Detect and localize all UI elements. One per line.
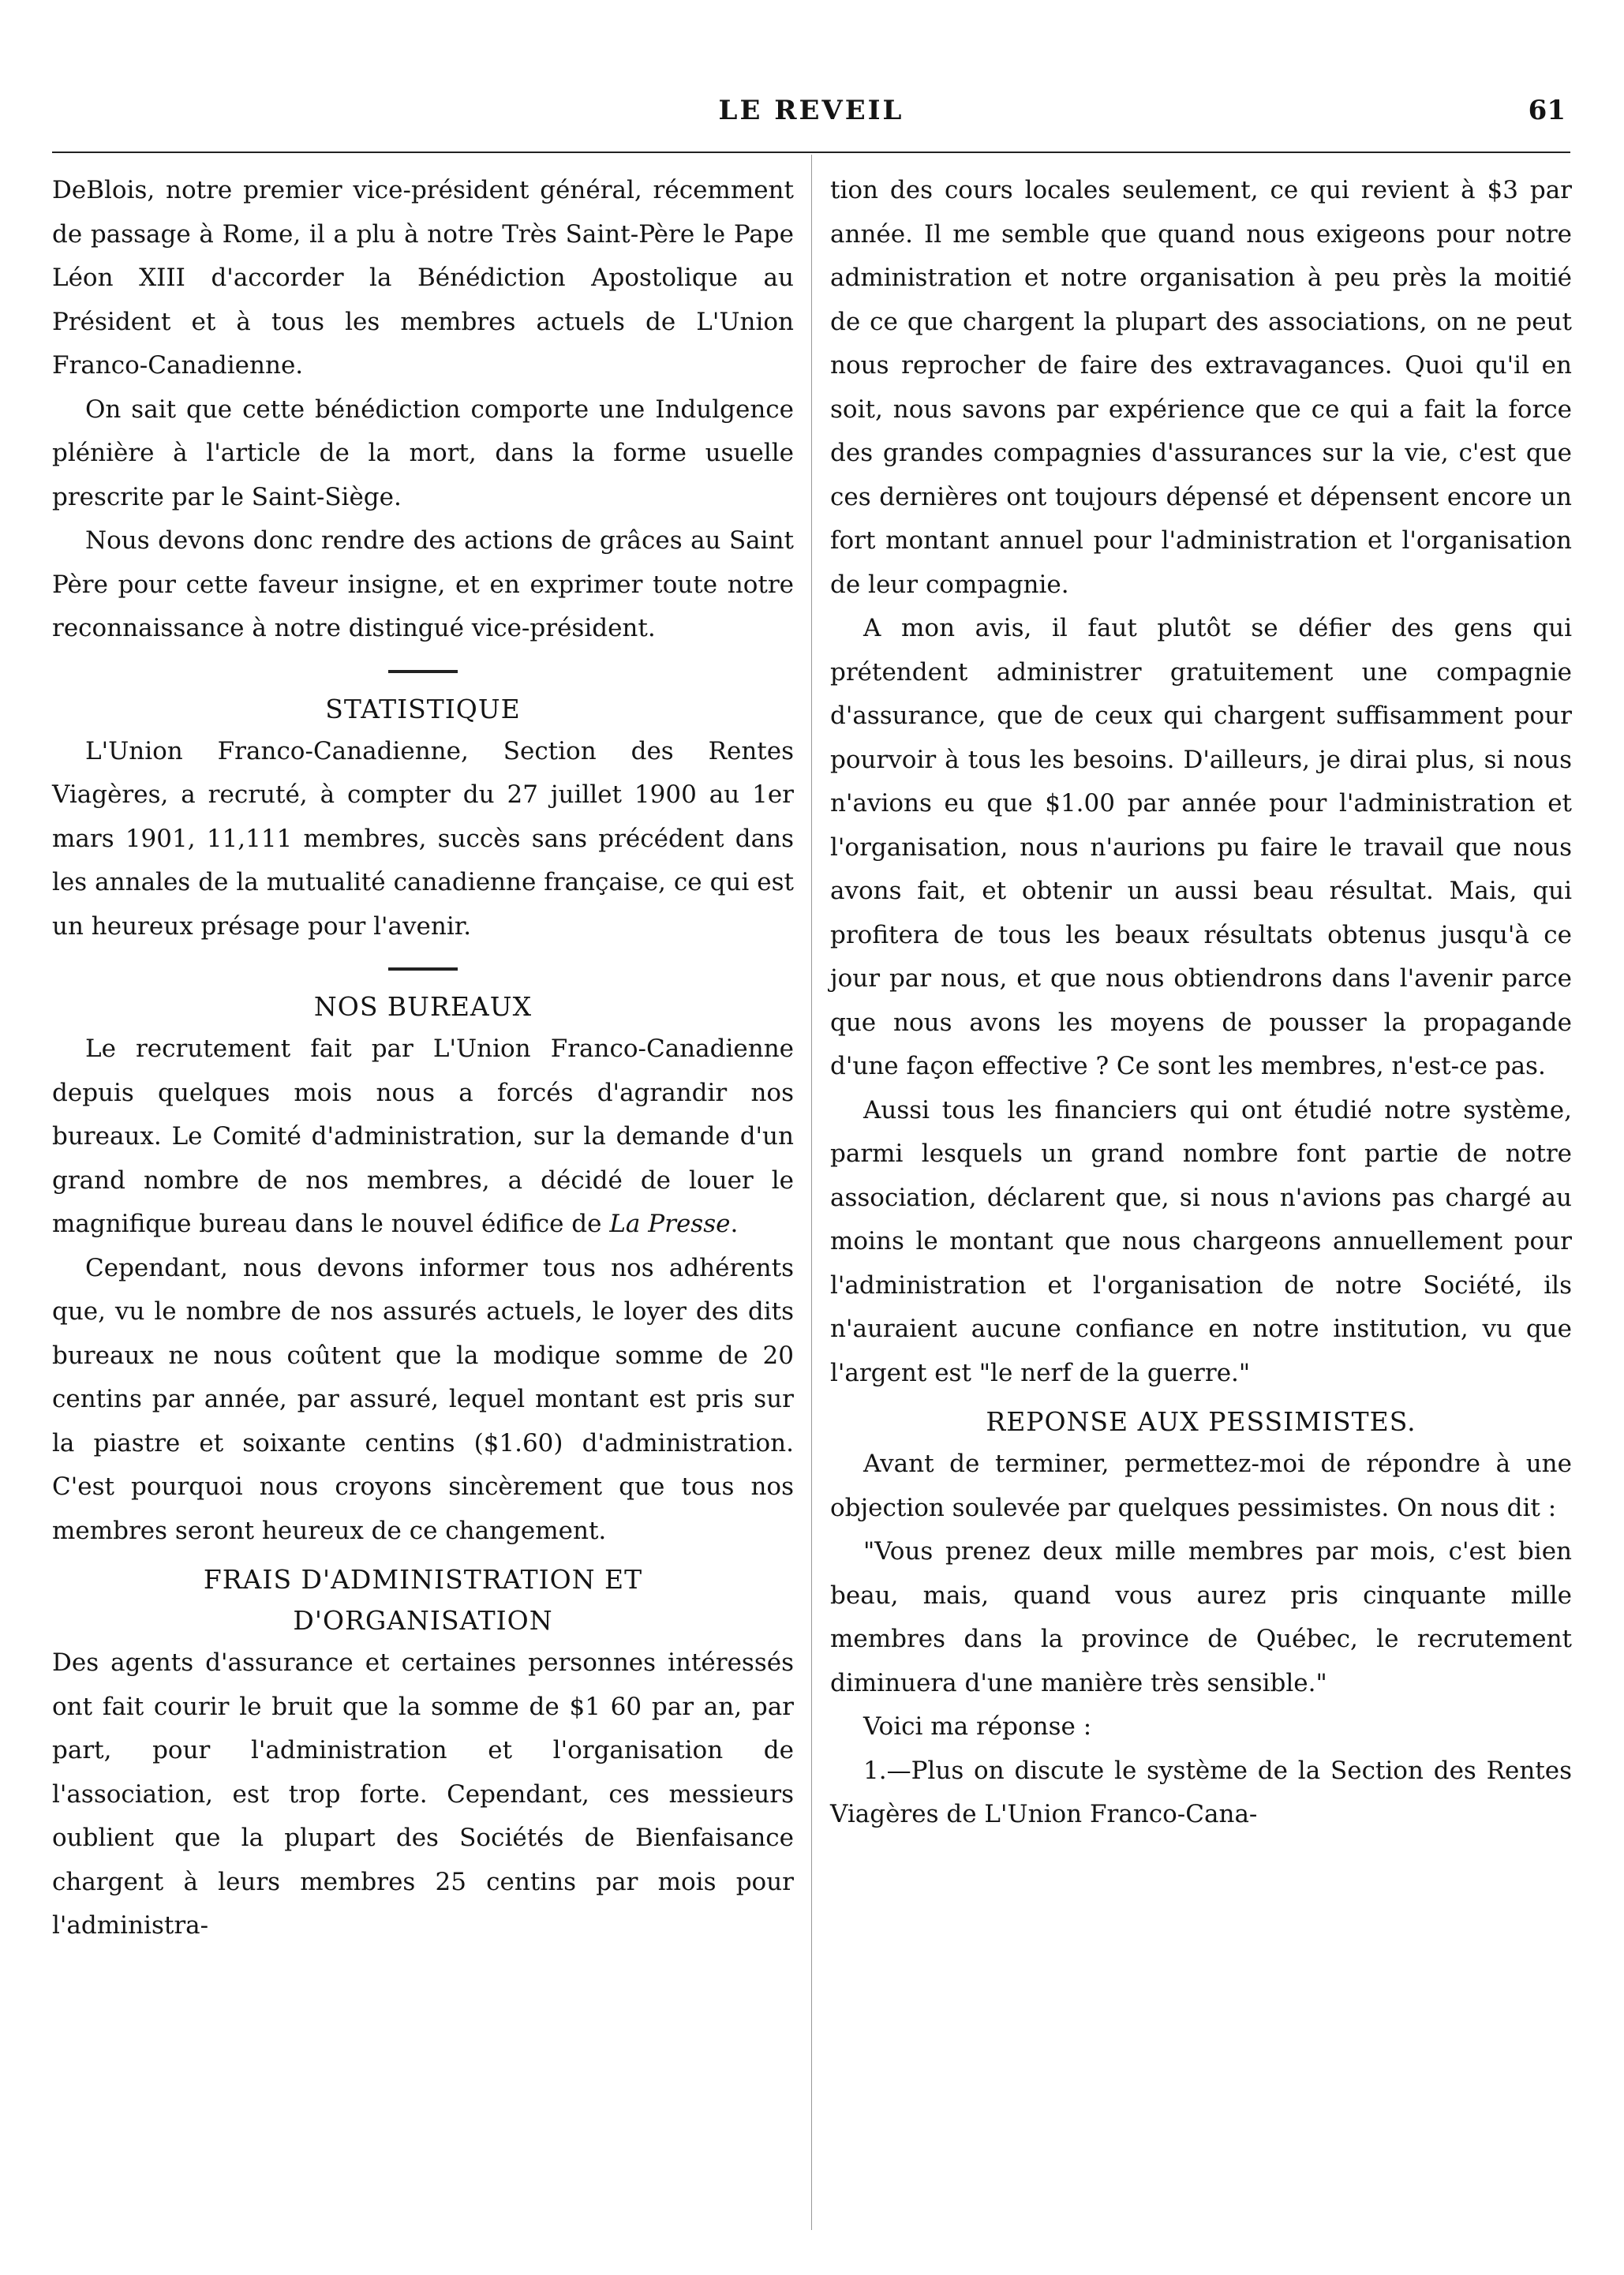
section-heading-bureaux: NOS BUREAUX — [313, 991, 533, 1022]
section-heading-frais — [52, 1559, 794, 1641]
paragraph-text: Le recrutement fait par L'Union Franco-Canadienne depuis quelques mois nous a forcés d'agrandir nos bureaux. Le Comité d'administration, sur la demande d'un grand nombre de nos membres, a décidé de louer le magnifique bureau dans le nouvel édifice de — [52, 1035, 794, 1238]
section-separator — [388, 670, 458, 673]
section-gap — [830, 1395, 1572, 1401]
paragraph — [52, 1027, 794, 1247]
heading-line: FRAIS D'ADMINISTRATION ET — [203, 1564, 643, 1595]
paragraph: Cependant, nous devons informer tous nos adhérents que, vu le nombre de nos assurés actuels, le loyer des dits bureaux ne nous coûtent que la modique somme de 20 centins par année, par assuré, lequel montant est pris sur la piastre et soixante centins ($1.60) d'administration. C'est pourquoi nous croyons sincèrement que tous nos membres seront heureux de ce changement. — [52, 1253, 794, 1545]
section-heading-reponse: REPONSE AUX PESSIMISTES. — [986, 1406, 1416, 1437]
right-column — [830, 169, 1572, 1837]
running-title: LE REVEIL — [718, 95, 904, 126]
section-gap — [52, 1553, 794, 1559]
paragraph: Nous devons donc rendre des actions de grâces au Saint Père pour cette faveur insigne, et en exprimer toute notre reconnaissance à notre distingué vice-président. — [52, 526, 794, 642]
paragraph: On sait que cette bénédiction comporte une Indulgence plénière à l'article de la mort, dans la forme usuelle prescrite par le Saint-Siège. — [52, 395, 794, 511]
page-number: 61 — [1528, 95, 1566, 126]
header-rule — [52, 152, 1570, 153]
paragraph: Avant de terminer, permettez-moi de répondre à une objection soulevée par quelques pessimistes. On nous dit : — [830, 1450, 1572, 1522]
paragraph: tion des cours locales seulement, ce qui revient à $3 par année. Il me semble que quand nous exigeons pour notre administration et notre organisation à peu près la moitié de ce que chargent la plupart des associations, on ne peut nous reprocher de faire des extravagances. Quoi qu'il en soit, nous savons par expérience que ce qui a fait la force des grandes compagnies d'assurances sur la vie, c'est que ces dernières ont toujours dépensé et dépensent encore un fort montant annuel pour l'administration et l'organisation de leur compagnie. — [830, 176, 1572, 599]
paragraph: Aussi tous les financiers qui ont étudié notre système, parmi lesquels un grand nombre font partie de notre association, déclarent que, si nous n'avions pas chargé au moins le montant que nous chargeons annuellement pour l'administration et l'organisation de notre Société, ils n'auraient aucune confiance en notre institution, vu que l'argent est "le nerf de la guerre." — [830, 1095, 1572, 1387]
column-divider — [811, 155, 812, 2230]
page-header — [52, 88, 1570, 136]
paragraph: "Vous prenez deux mille membres par mois, c'est bien beau, mais, quand vous aurez pris cinquante mille membres dans la province de Québec, le recrutement diminuera d'une manière très sensible." — [830, 1537, 1572, 1697]
newspaper-title: La Presse — [609, 1210, 731, 1238]
paragraph: DeBlois, notre premier vice-président général, récemment de passage à Rome, il a plu à notre Très Saint-Père le Pape Léon XIII d'accorder la Bénédiction Apostolique au Président et à tous les membres actuels de L'Union Franco-Canadienne. — [52, 176, 794, 380]
paragraph: Des agents d'assurance et certaines personnes intéressés ont fait courir le bruit que la somme de $1 60 par an, par part, pour l'administration et l'organisation de l'association, est trop forte. Cependant, ces messieurs oublient que la plupart des Sociétés de Bienfaisance chargent à leurs membres 25 centins par mois pour l'administra- — [52, 1648, 794, 1940]
paragraph: 1.—Plus on discute le système de la Section des Rentes Viagères de L'Union Franco-Cana- — [830, 1756, 1572, 1828]
paragraph: A mon avis, il faut plutôt se défier des gens qui prétendent administrer gratuitement une compagnie d'assurance, que de ceux qui chargent suffisamment pour pourvoir à tous les besoins. D'ailleurs, je dirai plus, si nous n'avions eu que $1.00 par année pour l'administration et l'organisation, nous n'aurions pu faire le travail que nous avons fait, et obtenir un aussi beau résultat. Mais, qui profitera de tous les beaux résultats obtenus jusqu'à ce jour par nous, et que nous obtiendrons dans l'avenir parce que nous avons les moyens de pousser la propagande d'une façon effective ? Ce sont les membres, n'est-ce pas. — [830, 614, 1572, 1080]
paragraph-end: . — [730, 1210, 739, 1238]
paragraph: Voici ma réponse : — [863, 1712, 1092, 1741]
left-column — [52, 169, 794, 1948]
section-heading-statistique: STATISTIQUE — [325, 693, 521, 724]
paragraph: L'Union Franco-Canadienne, Section des Rentes Viagères, a recruté, à compter du 27 juillet 1900 au 1er mars 1901, 11,111 membres, succès sans précédent dans les annales de la mutualité canadienne française, ce qui est un heureux présage pour l'avenir. — [52, 736, 794, 941]
heading-line: D'ORGANISATION — [293, 1605, 553, 1636]
section-separator — [388, 967, 458, 971]
